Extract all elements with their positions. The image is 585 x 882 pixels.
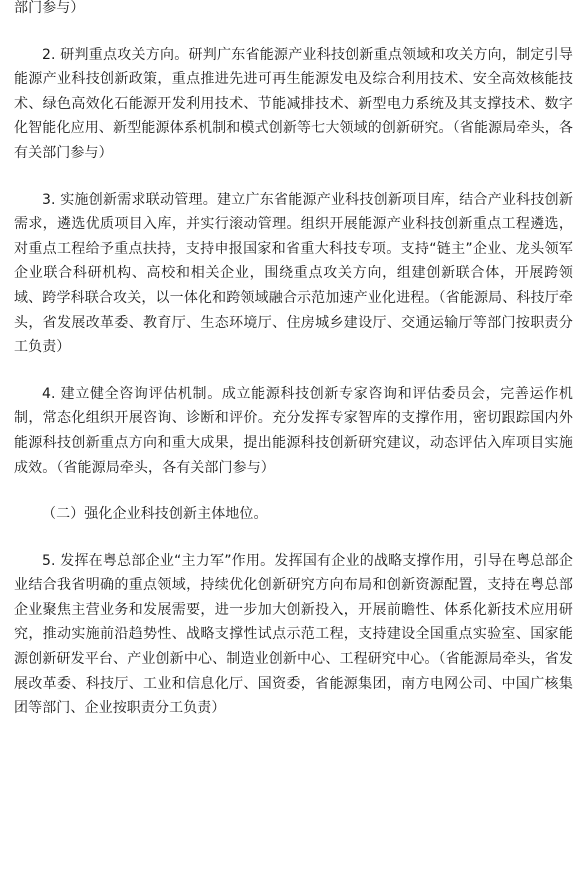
paragraph-gap [14,21,573,43]
paragraph-item-4: 4. 建立健全咨询评估机制。成立能源科技创新专家咨询和评估委员会，完善运作机制，常态化组织开展咨询、诊断和评价。充分发挥专家智库的支撑作用，密切跟踪国内外能源科技创新重点方向和重大成果，提出能源科技创新研究建议，动态评估入库项目实施成效。（省能源局牵头，各有关部门参与） [14,385,573,476]
paragraph-gap [14,480,573,502]
paragraph-gap [14,166,573,188]
paragraph-item-2: 2. 研判重点攻关方向。研判广东省能源产业科技创新重点领域和攻关方向，制定引导能源产业科技创新政策，重点推进先进可再生能源发电及综合利用技术、安全高效核能技术、绿色高效化石能源开发利用技术、节能减排技术、新型电力系统及其支撑技术、数字化智能化应用、新型能源体系机制和模式创新等七大领域的创新研究。（省能源局牵头，各有关部门参与） [14,46,573,161]
paragraph-gap [14,527,573,549]
paragraph-continuation: 部门参与） [14,0,85,16]
paragraph-item-3: 3. 实施创新需求联动管理。建立广东省能源产业科技创新项目库，结合产业科技创新需求，遴选优质项目入库，并实行滚动管理。组织开展能源产业科技创新重点工程遴选，对重点工程给予重点扶持，支持申报国家和省重大科技专项。支持“链主”企业、龙头领军企业联合科研机构、高校和相关企业，围绕重点攻关方向，组建创新联合体，开展跨领域、跨学科联合攻关，以一体化和跨领域融合示范加速产业化进程。（省能源局、科技厅牵头，省发展改革委、教育厅、生态环境厅、住房城乡建设厅、交通运输厅等部门按职责分工负责） [14,191,573,356]
paragraph-gap [14,360,573,382]
paragraph-item-5: 5. 发挥在粤总部企业“主力军”作用。发挥国有企业的战略支撑作用，引导在粤总部企业结合我省明确的重点领域，持续优化创新研究方向布局和创新资源配置，支持在粤总部企业聚焦主营业务和发展需要，进一步加大创新投入，开展前瞻性、体系化新技术应用研究，推动实施前沿趋势性、战略支撑性试点示范工程，支持建设全国重点实验室、国家能源创新研发平台、产业创新中心、制造业创新中心、工程研究中心。（省能源局牵头，省发展改革委、科技厅、工业和信息化厅、国资委，省能源集团，南方电网公司、中国广核集团等部门、企业按职责分工负责） [14,552,573,717]
section-heading: （二）强化企业科技创新主体地位。 [42,506,268,523]
